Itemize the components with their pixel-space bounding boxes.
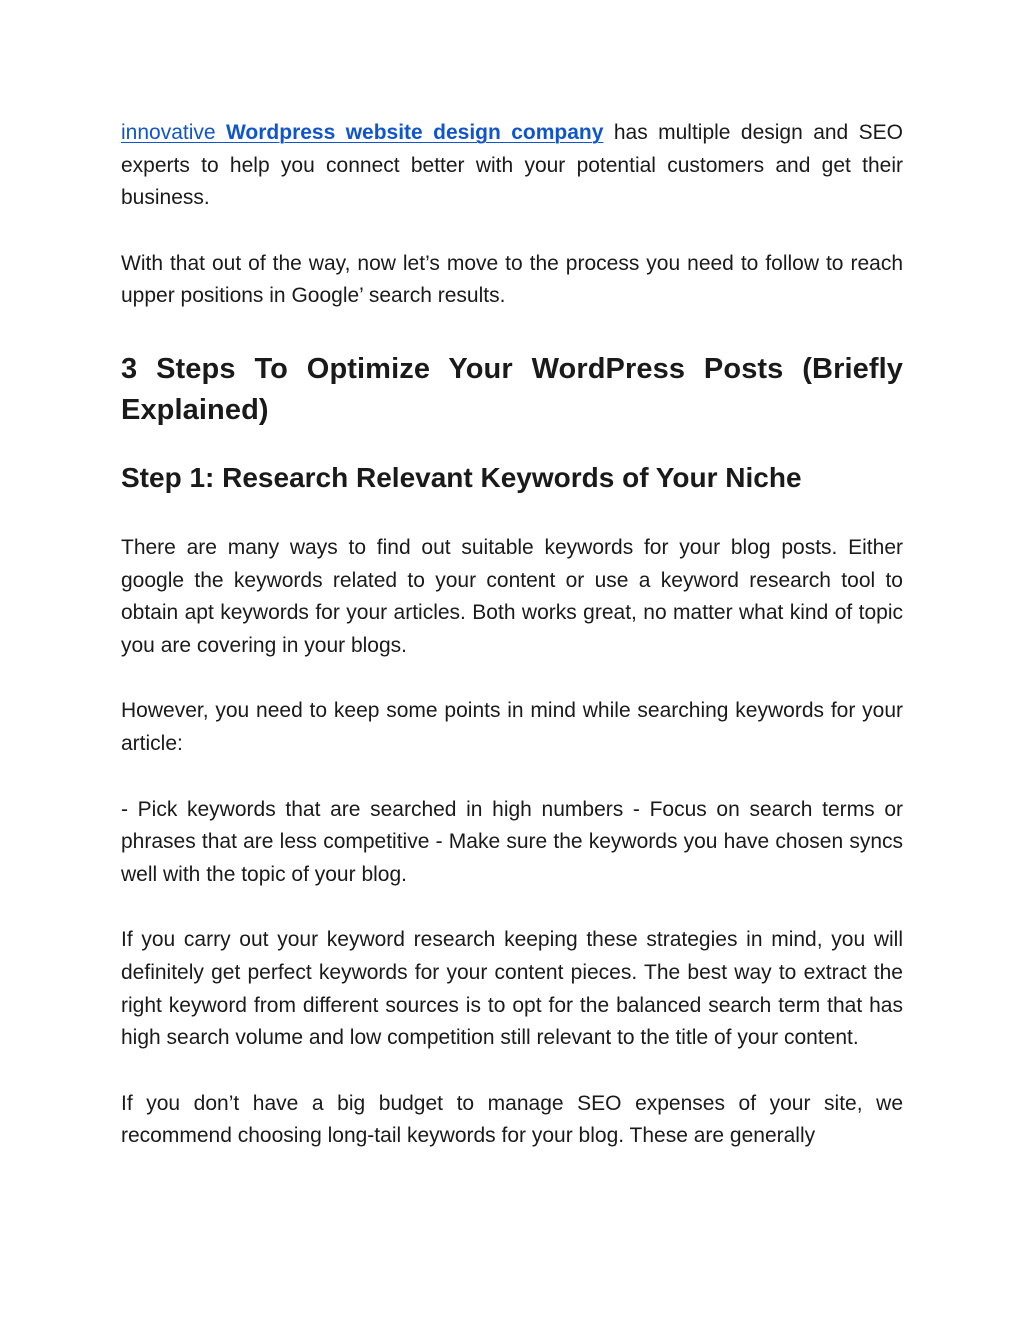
step1-paragraph-3: If you carry out your keyword research keeping these strategies in mind, you will definitely get perfect keywords for your content pieces. The best way to extract the right keyword from different sources is to opt for the balanced search term that has high search volume and low competition still relevant to the title of your content.: [121, 928, 903, 1050]
main-heading: 3 Steps To Optimize Your WordPress Posts (Briefly Explained): [121, 352, 903, 426]
link-bold-text: Wordpress website design company: [225, 121, 604, 144]
intro-paragraph: [121, 117, 903, 215]
intro-rest-text: has multiple design and SEO experts to help you connect better with your potential customers and get their business.: [121, 121, 903, 210]
link-plain-text: innovative: [121, 121, 226, 144]
step1-paragraph-2: However, you need to keep some points in mind while searching keywords for your article:: [121, 699, 903, 755]
step1-paragraph-4: If you don’t have a big budget to manage SEO expenses of your site, we recommend choosing long-tail keywords for your blog. These are generally: [121, 1091, 903, 1148]
step1-paragraph-1: There are many ways to find out suitable keywords for your blog posts. Either google the keywords related to your content or use a keyword research tool to obtain apt keywords for your articles. Both works great, no matter what kind of topic you are covering in your blogs.: [121, 535, 903, 657]
transition-paragraph: With that out of the way, now let’s move to the process you need to follow to reach upper positions in Google’ search results.: [121, 251, 903, 308]
wordpress-design-company-link[interactable]: [121, 121, 603, 144]
step1-points-list: - Pick keywords that are searched in high numbers - Focus on search terms or phrases that are less competitive - Make sure the keywords you have chosen syncs well with the topic of your blog.: [121, 797, 903, 886]
document-page: [121, 117, 903, 1153]
step1-heading: Step 1: Research Relevant Keywords of Your Niche: [121, 461, 802, 493]
